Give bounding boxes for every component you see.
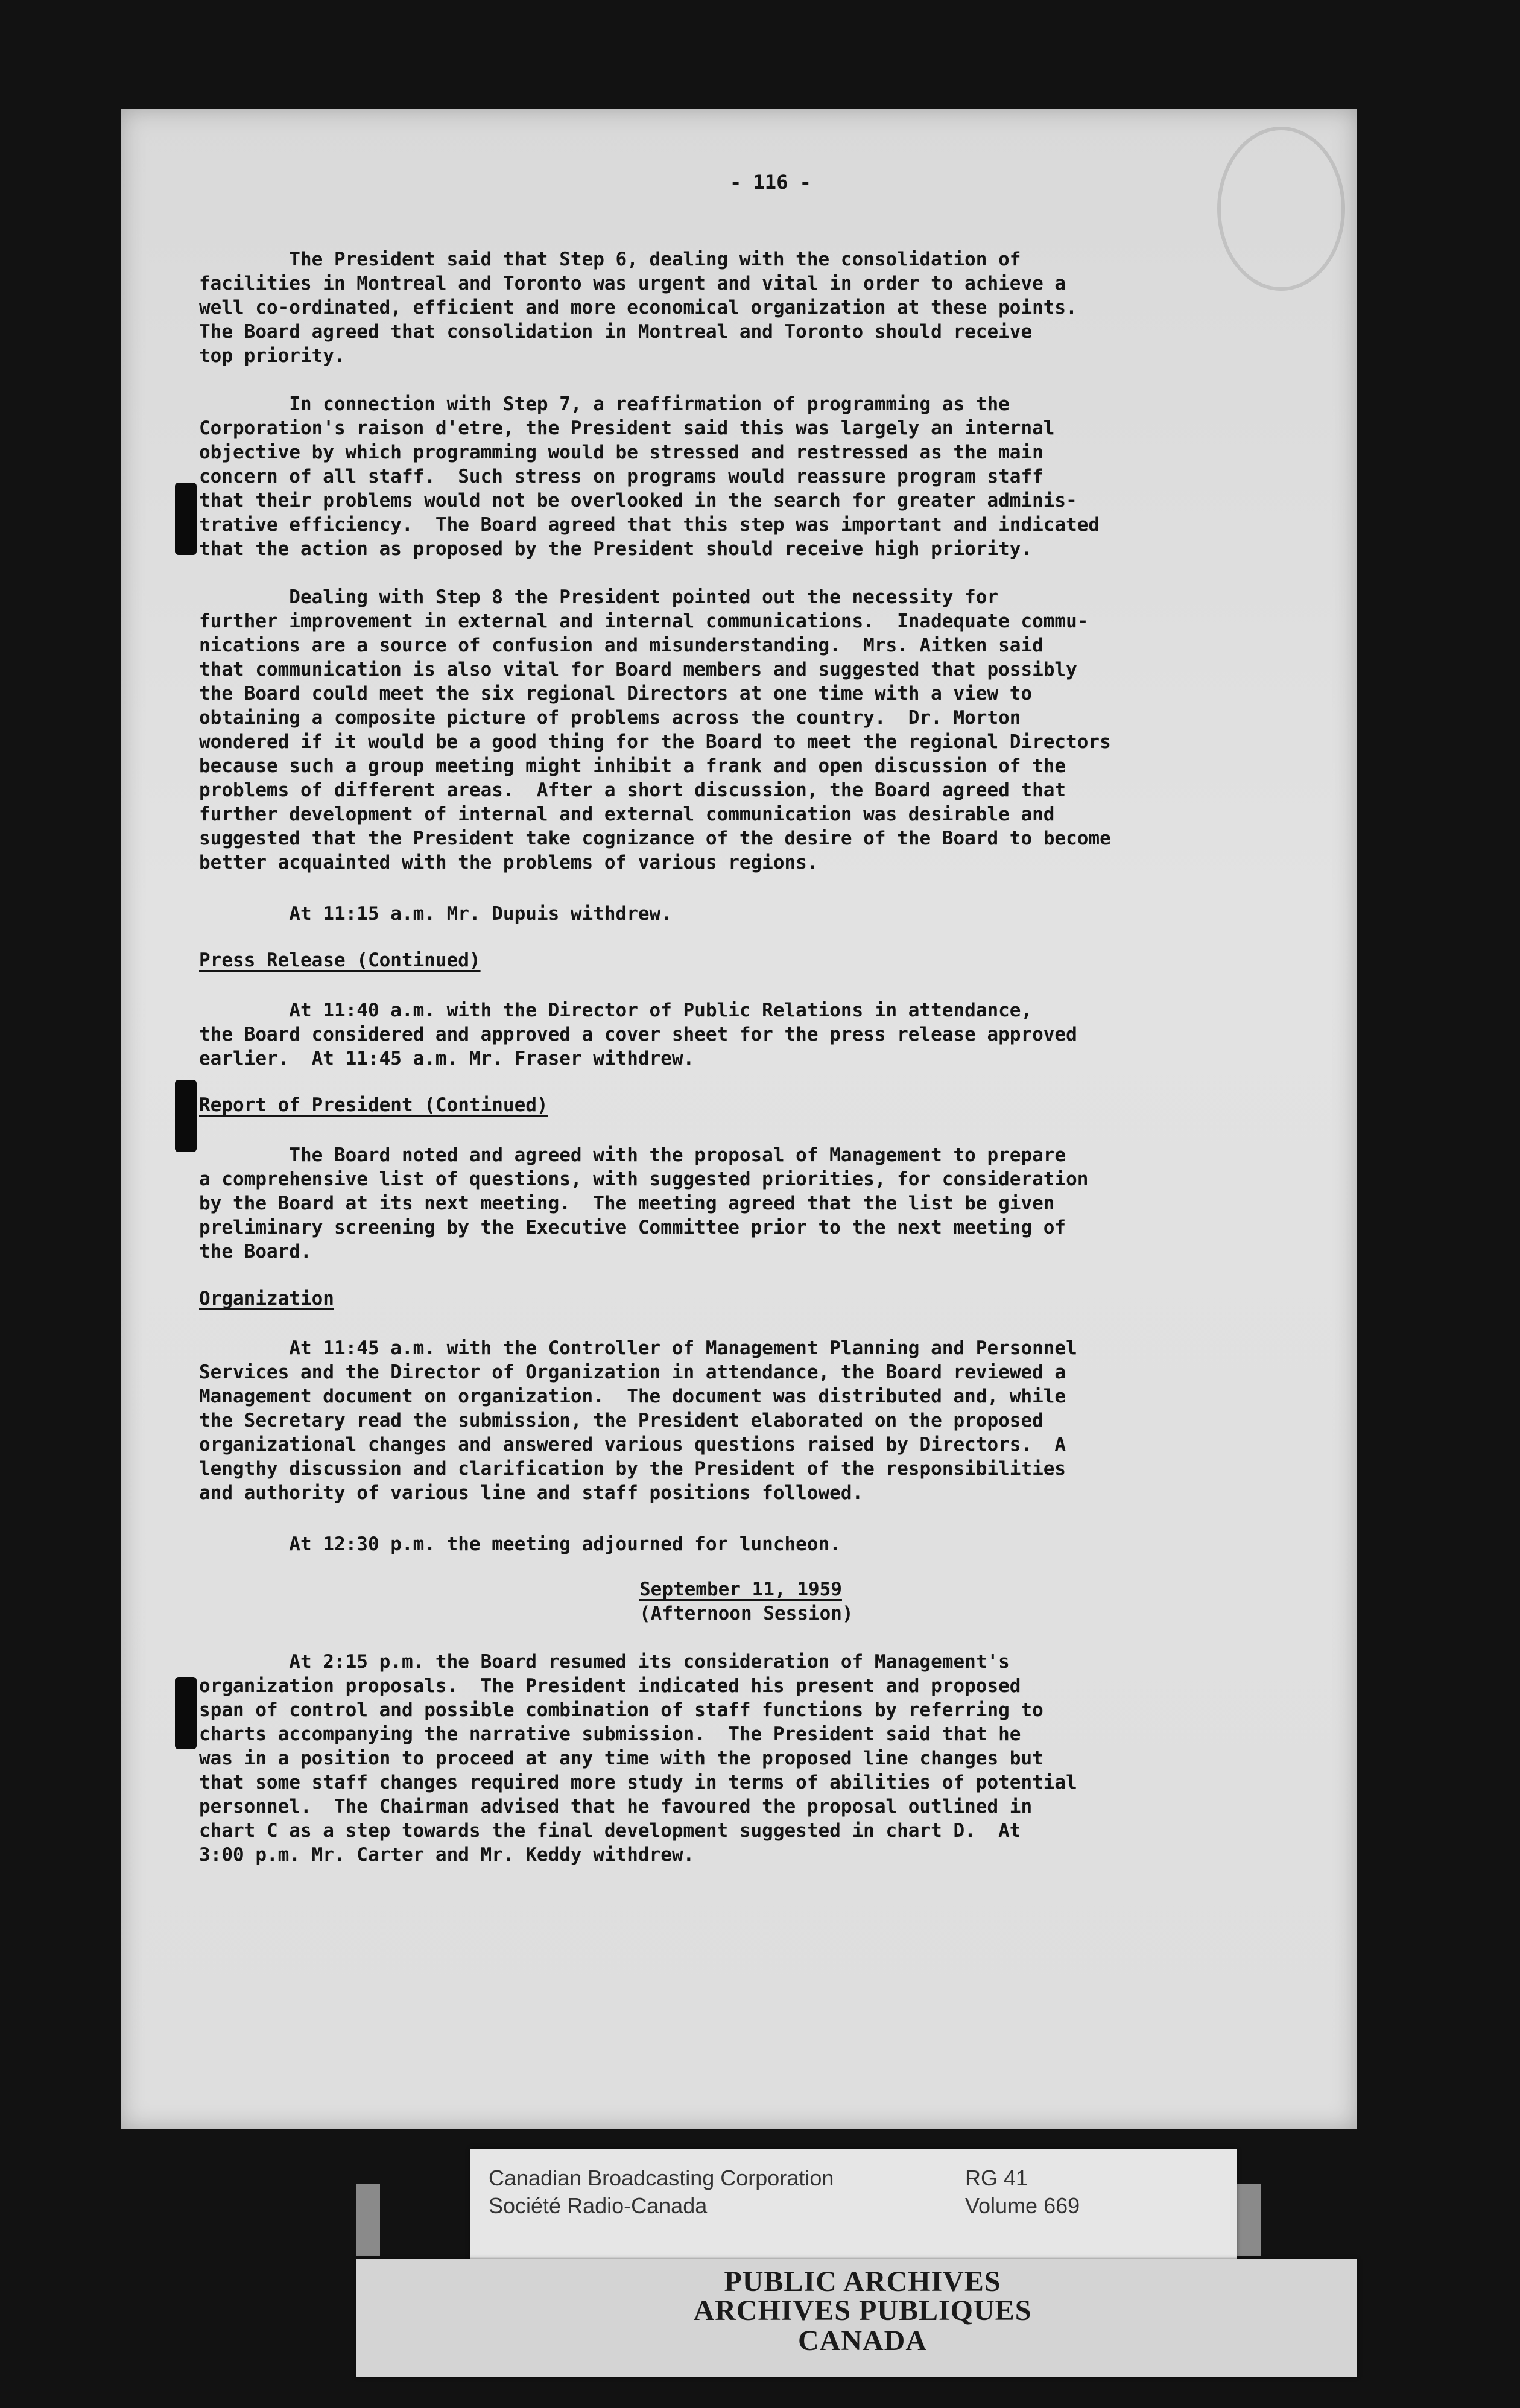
text-line: well co-ordinated, efficient and more economical organization at these points. bbox=[199, 297, 1077, 318]
text-line: that communication is also vital for Board members and suggested that possibly bbox=[199, 659, 1077, 680]
text-line: top priority. bbox=[199, 345, 346, 367]
text-line: Dealing with Step 8 the President pointed out the necessity for bbox=[199, 586, 999, 608]
text-line: 3:00 p.m. Mr. Carter and Mr. Keddy withdrew. bbox=[199, 1844, 695, 1866]
text-line: that some staff changes required more study in terms of abilities of potential bbox=[199, 1772, 1077, 1793]
text-line: organizational changes and answered various questions raised by Directors. A bbox=[199, 1434, 1066, 1456]
text-line: further improvement in external and internal communications. Inadequate commu- bbox=[199, 610, 1089, 632]
text-line: Services and the Director of Organization in attendance, the Board reviewed a bbox=[199, 1361, 1066, 1383]
heading-organization: Organization bbox=[199, 1288, 334, 1310]
text-line: At 12:30 p.m. the meeting adjourned for luncheon. bbox=[199, 1533, 841, 1555]
text-line: The President said that Step 6, dealing with the consolidation of bbox=[199, 249, 1021, 270]
text-line: earlier. At 11:45 a.m. Mr. Fraser withdrew. bbox=[199, 1048, 695, 1069]
text-line: At 11:40 a.m. with the Director of Public Relations in attendance, bbox=[199, 1000, 1033, 1021]
heading-report-president: Report of President (Continued) bbox=[199, 1094, 548, 1116]
text-line: Corporation's raison d'etre, the President said this was largely an internal bbox=[199, 417, 1055, 439]
volume-number: Volume 669 bbox=[965, 2193, 1080, 2218]
text-line: charts accompanying the narrative submission. The President said that he bbox=[199, 1723, 1021, 1745]
text-line: organization proposals. The President indicated his present and proposed bbox=[199, 1675, 1021, 1697]
organization-english: Canadian Broadcasting Corporation bbox=[489, 2166, 834, 2190]
text-line: At 11:15 a.m. Mr. Dupuis withdrew. bbox=[199, 903, 672, 925]
page-number: - 116 - bbox=[730, 171, 811, 194]
paragraph-report-president bbox=[199, 1143, 1339, 1264]
paragraph-step-7 bbox=[199, 392, 1339, 561]
text-line: concern of all staff. Such stress on programs would reassure program staff bbox=[199, 466, 1043, 487]
heading-press-release: Press Release (Continued) bbox=[199, 949, 481, 971]
text-line: the Board could meet the six regional Directors at one time with a view to bbox=[199, 683, 1033, 705]
text-line: because such a group meeting might inhibit a frank and open discussion of the bbox=[199, 755, 1066, 777]
archive-label bbox=[470, 2149, 1237, 2263]
text-line: wondered if it would be a good thing for the Board to meet the regional Directors bbox=[199, 731, 1111, 753]
text-line: that the action as proposed by the President should receive high priority. bbox=[199, 538, 1033, 560]
text-line: the Board. bbox=[199, 1241, 312, 1263]
paragraph-afternoon bbox=[199, 1650, 1339, 1867]
text-line: objective by which programming would be stressed and restressed as the main bbox=[199, 442, 1043, 463]
paragraph-step-6 bbox=[199, 247, 1339, 368]
text-line: the Secretary read the submission, the President elaborated on the proposed bbox=[199, 1410, 1043, 1431]
paragraph-press-release bbox=[199, 998, 1339, 1071]
holder-tab-right bbox=[1237, 2184, 1261, 2256]
text-line: span of control and possible combination of staff functions by referring to bbox=[199, 1699, 1043, 1721]
text-line: further development of internal and external communication was desirable and bbox=[199, 803, 1055, 825]
text-line: and authority of various line and staff positions followed. bbox=[199, 1482, 864, 1504]
text-line: lengthy discussion and clarification by the President of the responsibilities bbox=[199, 1458, 1066, 1480]
paragraph-dupuis-withdrew bbox=[199, 902, 1339, 926]
text-line: personnel. The Chairman advised that he favoured the proposal outlined in bbox=[199, 1796, 1033, 1817]
holder-tab-left bbox=[356, 2184, 380, 2256]
text-line: At 11:45 a.m. with the Controller of Management Planning and Personnel bbox=[199, 1337, 1077, 1359]
text-line: The Board noted and agreed with the proposal of Management to prepare bbox=[199, 1144, 1066, 1166]
text-line: by the Board at its next meeting. The meeting agreed that the list be given bbox=[199, 1193, 1055, 1214]
text-line: At 2:15 p.m. the Board resumed its consideration of Management's bbox=[199, 1651, 1010, 1673]
paragraph-organization bbox=[199, 1336, 1339, 1505]
session-name: (Afternoon Session) bbox=[639, 1603, 853, 1624]
text-line: was in a position to proceed at any time with the proposed line changes but bbox=[199, 1747, 1043, 1769]
archives-line-french: ARCHIVES PUBLIQUES bbox=[693, 2295, 1032, 2327]
record-group: RG 41 bbox=[965, 2166, 1028, 2190]
text-line: better acquainted with the problems of various regions. bbox=[199, 852, 819, 873]
paragraph-luncheon bbox=[199, 1532, 1339, 1556]
text-line: facilities in Montreal and Toronto was urgent and vital in order to achieve a bbox=[199, 273, 1066, 294]
text-line: preliminary screening by the Executive Committee prior to the next meeting of bbox=[199, 1217, 1066, 1238]
session-date: September 11, 1959 bbox=[639, 1579, 842, 1600]
text-line: nications are a source of confusion and misunderstanding. Mrs. Aitken said bbox=[199, 635, 1043, 656]
text-line: The Board agreed that consolidation in Montreal and Toronto should receive bbox=[199, 321, 1033, 343]
text-line: In connection with Step 7, a reaffirmation of programming as the bbox=[199, 393, 1010, 415]
archives-stamp bbox=[356, 2259, 1357, 2377]
archives-line-english: PUBLIC ARCHIVES bbox=[724, 2266, 1001, 2298]
text-line: the Board considered and approved a cover sheet for the press release approved bbox=[199, 1024, 1077, 1045]
text-line: a comprehensive list of questions, with suggested priorities, for consideration bbox=[199, 1168, 1089, 1190]
punch-hole bbox=[175, 483, 197, 555]
punch-hole bbox=[175, 1080, 197, 1152]
text-line: problems of different areas. After a short discussion, the Board agreed that bbox=[199, 779, 1066, 801]
paragraph-step-8 bbox=[199, 585, 1339, 875]
text-line: obtaining a composite picture of problems across the country. Dr. Morton bbox=[199, 707, 1021, 729]
archives-line-country: CANADA bbox=[798, 2325, 927, 2357]
text-line: trative efficiency. The Board agreed that this step was important and indicated bbox=[199, 514, 1100, 536]
punch-hole bbox=[175, 1677, 197, 1749]
organization-french: Société Radio-Canada bbox=[489, 2193, 708, 2218]
text-line: suggested that the President take cognizance of the desire of the Board to become bbox=[199, 828, 1111, 849]
text-line: Management document on organization. The document was distributed and, while bbox=[199, 1386, 1066, 1407]
text-line: that their problems would not be overlooked in the search for greater adminis- bbox=[199, 490, 1077, 512]
text-line: chart C as a step towards the final development suggested in chart D. At bbox=[199, 1820, 1021, 1842]
